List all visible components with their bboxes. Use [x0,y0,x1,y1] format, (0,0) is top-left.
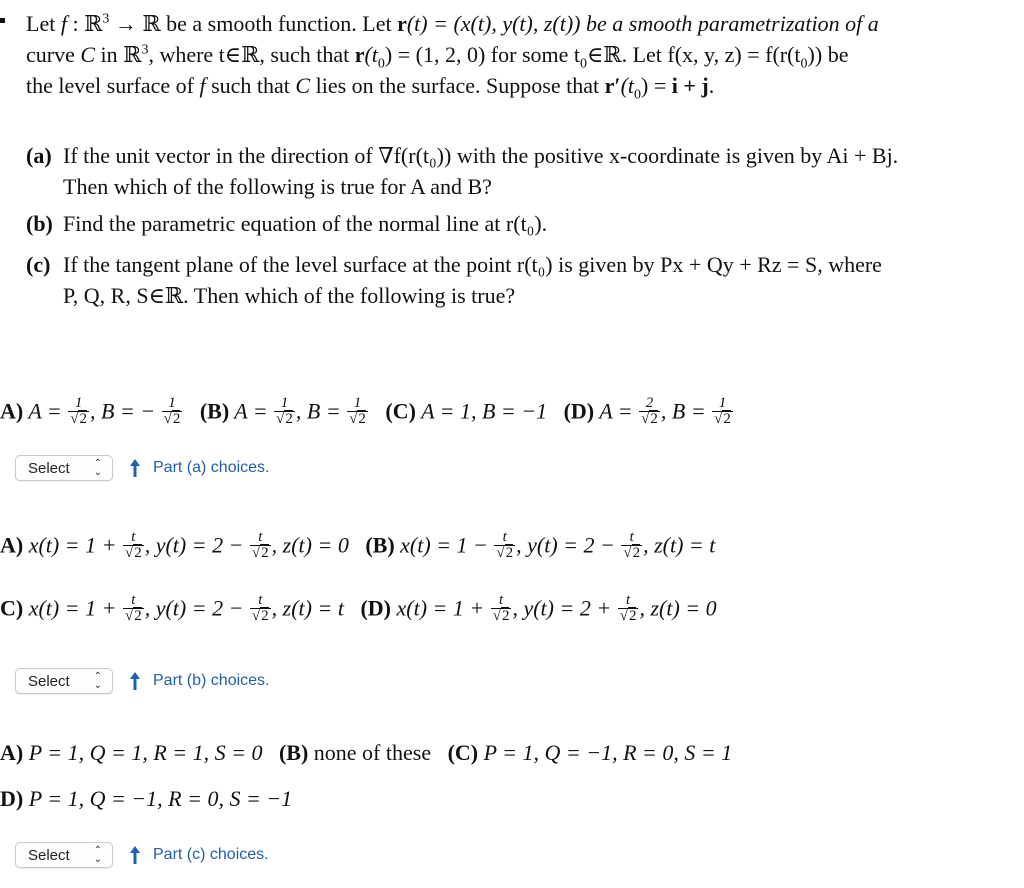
fraction: $\frac{1}{√2}$ [70,395,87,427]
part-c-choice-row-1: A) P = 1, Q = 1, R = 1, S = 0 (B) none of these (C) P = 1, Q = −1, R = 0, S = 1 [0,740,733,765]
fraction: $\frac{t}{√2}$ [619,592,637,624]
fraction: $\frac{t}{√2}$ [124,592,142,624]
part-b-select[interactable]: Select ⌃ ⌄ [15,668,113,694]
fraction: $\frac{1}{√2}$ [349,395,366,427]
fraction: $\frac{1}{√2}$ [276,395,293,427]
part-c-question: (c) If the tangent plane of the level surface at the point r(t₀) is given by Px + Qy + Rz = S, where P, Q, R, S∈ℝ. Then which of the following is true? [26,252,882,308]
part-c-select-row [15,842,269,868]
stem-line-1: Let f : ℝ$^3$ → ℝ be a smooth function. Let r(t) = (x(t), y(t), z(t)) be a smooth parametrization of a [26,11,879,36]
up-down-chevron-icon: ⌃ ⌄ [93,671,102,691]
bullet-marker [0,18,5,23]
arrow-up-icon [129,458,141,478]
fraction: $\frac{t}{√2}$ [251,529,269,561]
part-a-hint: Part (a) choices. [129,458,269,478]
part-b-choice-row-1: A) x(t) = 1 + $\frac{t}{√2}$ , y(t) = 2 − $\frac{t}{√2}$ , z(t) = 0 (B) x(t) = 1 − $\frac{t}{√2}$ , y(t) = 2 − $\frac{t}{√2}$ , z(t) = t [0,529,716,561]
problem-stem [26,8,879,101]
fraction: $\frac{t}{√2}$ [496,529,514,561]
stem-line-2: curve C in ℝ$^3$, where t∈ℝ, such that $r(t_0) = (1$, 2, 0) for some $t_0\in ℝ$. Let f(x, y, $z) = f(r(t_0))$ be [26,42,849,72]
fraction: $\frac{2}{√2}$ [641,395,658,427]
fraction: $\frac{1}{√2}$ [714,395,731,427]
stem-line-3: the level surface of f such that C lies on the surface. Suppose that $r'(t_0) = i + j$. [26,73,715,103]
part-a-choice-row: A) A = $\frac{1}{√2}$ , B = − $\frac{1}{√2}$ (B) A = $\frac{1}{√2}$ , B = $\frac{1}{√2}$ (C) A = 1, B = −1 (D) A = $\frac{2}{√2}$ , B = $\frac{1}{√2}$ [0,395,731,427]
part-b-choice-row-2: C) x(t) = 1 + $\frac{t}{√2}$ , y(t) = 2 − $\frac{t}{√2}$ , z(t) = t (D) x(t) = 1 + $\frac{t}{√2}$ , y(t) = 2 + $\frac{t}{√2}$ , z(t) = 0 [0,592,717,624]
up-down-chevron-icon: ⌃ ⌄ [93,458,102,478]
fraction: $\frac{t}{√2}$ [492,592,510,624]
arrow-up-icon [129,845,141,865]
fraction: $\frac{t}{√2}$ [124,529,142,561]
part-a-question: (a) If the unit vector in the direction of ∇f(r(t₀)) with the positive x-coordinate is given by Ai + Bj. Then which of the following is true for A and B? [26,143,899,199]
fraction: $\frac{t}{√2}$ [623,529,641,561]
fraction: $\frac{1}{√2}$ [163,395,181,427]
up-down-chevron-icon: ⌃ ⌄ [93,845,102,865]
part-b-hint: Part (b) choices. [129,671,269,691]
part-c-hint: Part (c) choices. [129,845,269,865]
part-b-select-row [15,668,269,694]
part-b-question: (b) Find the parametric equation of the normal line at r(t₀). [26,211,548,236]
part-c-choice-row-2: D) P = 1, Q = −1, R = 0, S = −1 [0,786,293,811]
part-c-select[interactable]: Select ⌃ ⌄ [15,842,113,868]
part-a-select[interactable]: Select ⌃ ⌄ [15,455,113,481]
part-a-select-row [15,455,269,481]
fraction: $\frac{t}{√2}$ [251,592,269,624]
arrow-up-icon [129,671,141,691]
